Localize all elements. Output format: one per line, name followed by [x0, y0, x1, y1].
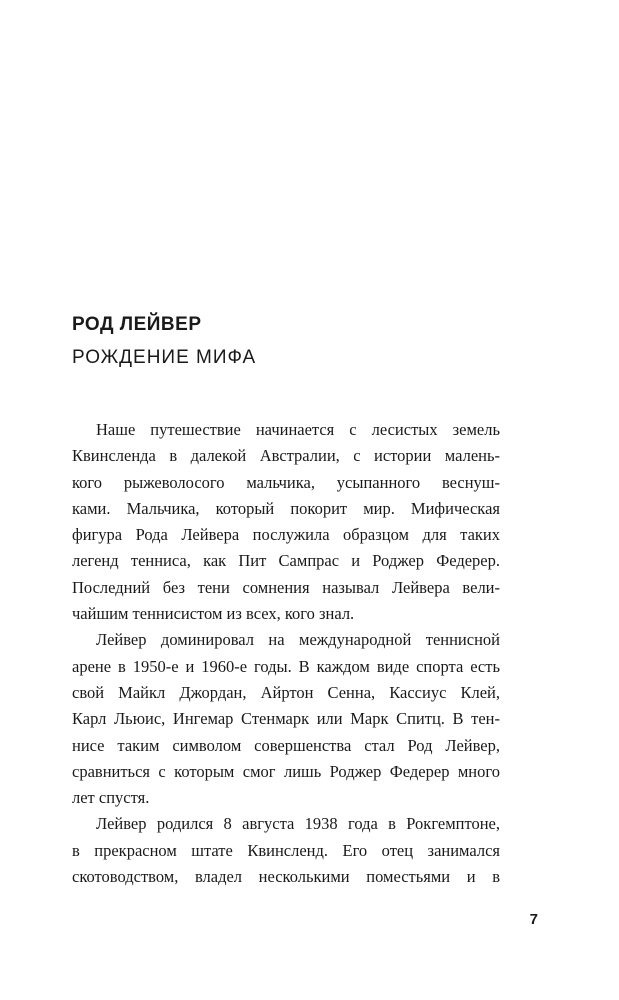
text-line: легенд тенниса, как Пит Сампрас и Роджер Федерер.: [72, 551, 500, 571]
text-line: свой Майкл Джордан, Айртон Сенна, Кассиус Клей,: [72, 682, 500, 702]
text-line: ками. Мальчика, который покорит мир. Мифическая: [72, 498, 500, 518]
body-text: [72, 417, 500, 890]
paragraph-1: [72, 417, 500, 627]
chapter-subtitle: РОЖДЕНИЕ МИФА: [72, 347, 257, 368]
chapter-title: РОД ЛЕЙВЕР: [72, 314, 202, 335]
text-line: Наше путешествие начинается с лесистых земель: [96, 420, 500, 439]
text-line: Квинсленда в далекой Австралии, с истории малень-: [72, 446, 500, 466]
text-line: в прекрасном штате Квинсленд. Его отец занимался: [72, 840, 500, 860]
text-line: Карл Льюис, Ингемар Стенмарк или Марк Спитц. В тен-: [72, 709, 500, 729]
text-line: чайшим теннисистом из всех, кого знал.: [72, 604, 355, 624]
text-line: Лейвер доминировал на международной теннисной: [96, 630, 500, 650]
text-line: арене в 1950-е и 1960-е годы. В каждом виде спорта есть: [72, 656, 500, 676]
text-line: Лейвер родился 8 августа 1938 года в Рокгемптоне,: [96, 814, 500, 834]
page-number: 7: [529, 911, 538, 928]
text-line: сравниться с которым смог лишь Роджер Федерер много: [72, 761, 500, 781]
text-line: фигура Рода Лейвера послужила образцом для таких: [72, 525, 500, 545]
text-line: лет спустя.: [72, 788, 150, 808]
paragraph-2: [72, 627, 500, 811]
text-line: кого рыжеволосого мальчика, усыпанного веснуш-: [72, 472, 500, 492]
text-line: скотоводством, владел несколькими поместьями и в: [72, 867, 500, 887]
paragraph-3: [72, 811, 500, 890]
text-line: Последний без тени сомнения называл Лейвера вели-: [72, 577, 500, 597]
text-line: нисе таким символом совершенства стал Род Лейвер,: [72, 735, 500, 755]
